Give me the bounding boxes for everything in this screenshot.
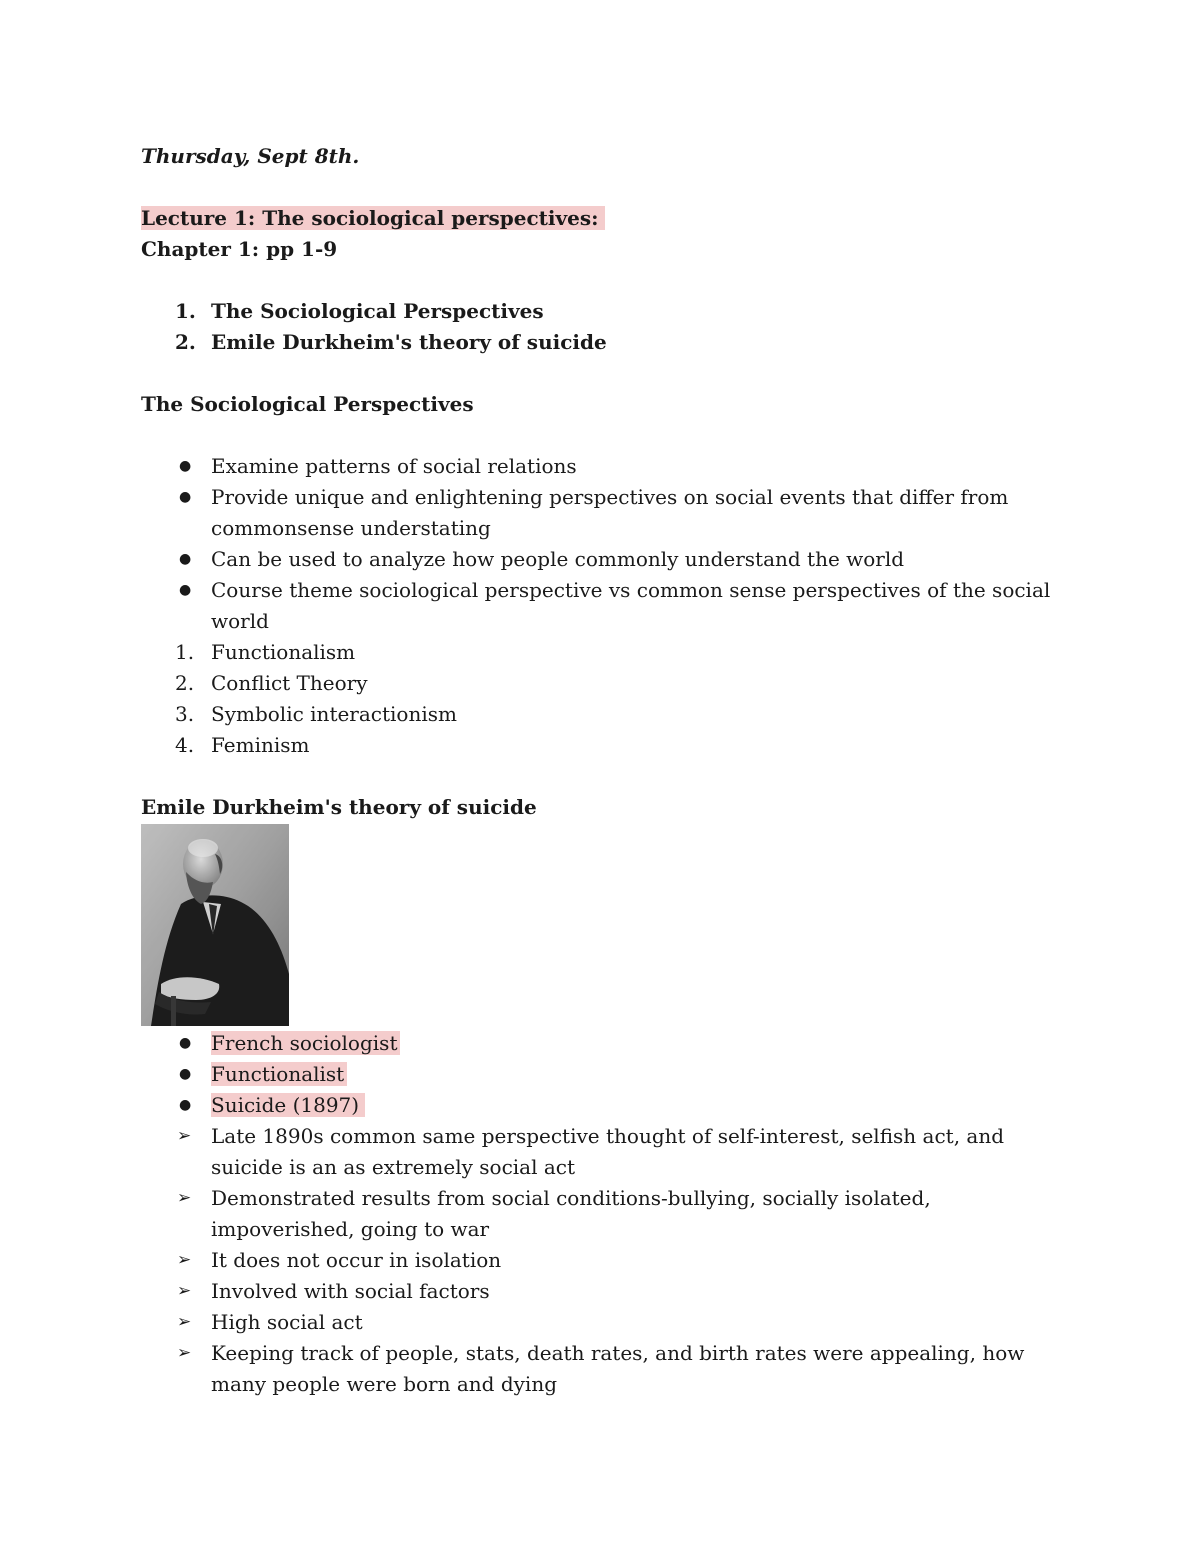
arrow-point-item [141, 1121, 1071, 1183]
arrow-point-item [141, 1276, 1071, 1307]
bullet-text: Can be used to analyze how people commonly understand the world [211, 547, 905, 571]
bullet-icon: ● [179, 1097, 192, 1113]
highlighted-bullet-wrapper [211, 1059, 1071, 1090]
perspective-item [141, 637, 1071, 668]
bullet-icon: ● [179, 551, 192, 567]
list-number: 2. [175, 671, 195, 695]
section-heading-durkheim: Emile Durkheim's theory of suicide [141, 795, 537, 819]
highlighted-bullet-wrapper [211, 1028, 1071, 1059]
outline-item [141, 296, 1071, 327]
bullet-text: Course theme sociological perspective vs common sense perspectives of the social world [211, 578, 1051, 633]
arrow-point-text: Keeping track of people, stats, death rates, and birth rates were appealing, how many people were born and dying [211, 1341, 1025, 1396]
highlighted-bullet-wrapper [211, 1090, 1071, 1121]
arrow-point-item [141, 1245, 1071, 1276]
date-line: Thursday, Sept 8th. [141, 144, 360, 168]
arrow-bullet-icon: ➢ [177, 1250, 192, 1270]
section-heading-perspectives: The Sociological Perspectives [141, 392, 474, 416]
bullet-icon: ● [179, 1035, 192, 1051]
bullet-icon: ● [179, 582, 192, 598]
highlighted-bullet-text: Functionalist [211, 1062, 347, 1086]
arrow-bullet-icon: ➢ [177, 1281, 192, 1301]
perspective-text: Conflict Theory [211, 671, 368, 695]
perspective-item [141, 730, 1071, 761]
perspective-text: Functionalism [211, 640, 356, 664]
lecture-title [141, 203, 605, 234]
bullet-text: Examine patterns of social relations [211, 454, 577, 478]
bullet-item [141, 451, 1071, 482]
bullet-item [141, 482, 1071, 544]
arrow-point-item [141, 1338, 1071, 1400]
bullet-icon: ● [179, 489, 192, 505]
arrow-point-text: Involved with social factors [211, 1279, 490, 1303]
bullet-icon: ● [179, 1066, 192, 1082]
outline-item-text: Emile Durkheim's theory of suicide [211, 330, 607, 354]
outline-item-text: The Sociological Perspectives [211, 299, 544, 323]
highlighted-bullet-text: French sociologist [211, 1031, 400, 1055]
arrow-bullet-icon: ➢ [177, 1126, 192, 1146]
list-number: 3. [175, 702, 195, 726]
arrow-point-item [141, 1307, 1071, 1338]
highlighted-bullet-text: Suicide (1897) [211, 1093, 365, 1117]
perspective-item [141, 699, 1071, 730]
arrow-bullet-icon: ➢ [177, 1343, 192, 1363]
bullet-item [141, 575, 1071, 637]
highlighted-bullet-item [141, 1090, 1071, 1121]
perspective-item [141, 668, 1071, 699]
bullet-icon: ● [179, 458, 192, 474]
durkheim-portrait-photo [141, 824, 289, 1026]
bullet-item [141, 544, 1071, 575]
highlighted-bullet-item [141, 1028, 1071, 1059]
arrow-bullet-icon: ➢ [177, 1312, 192, 1332]
perspective-text: Feminism [211, 733, 310, 757]
outline-item [141, 327, 1071, 358]
lecture-title-highlight: Lecture 1: The sociological perspectives: [141, 206, 605, 230]
chapter-reference: Chapter 1: pp 1-9 [141, 237, 338, 261]
list-number: 1. [175, 299, 196, 323]
list-number: 4. [175, 733, 195, 757]
arrow-point-item [141, 1183, 1071, 1245]
arrow-point-text: Demonstrated results from social conditions-bullying, socially isolated, impoverished, going to war [211, 1186, 931, 1241]
perspective-text: Symbolic interactionism [211, 702, 457, 726]
list-number: 2. [175, 330, 196, 354]
arrow-bullet-icon: ➢ [177, 1188, 192, 1208]
arrow-point-text: High social act [211, 1310, 363, 1334]
arrow-point-text: It does not occur in isolation [211, 1248, 502, 1272]
highlighted-bullet-item [141, 1059, 1071, 1090]
bullet-text: Provide unique and enlightening perspectives on social events that differ from commonsense understating [211, 485, 1009, 540]
list-number: 1. [175, 640, 195, 664]
arrow-point-text: Late 1890s common same perspective thought of self-interest, selfish act, and suicide is an as extremely social act [211, 1124, 1005, 1179]
